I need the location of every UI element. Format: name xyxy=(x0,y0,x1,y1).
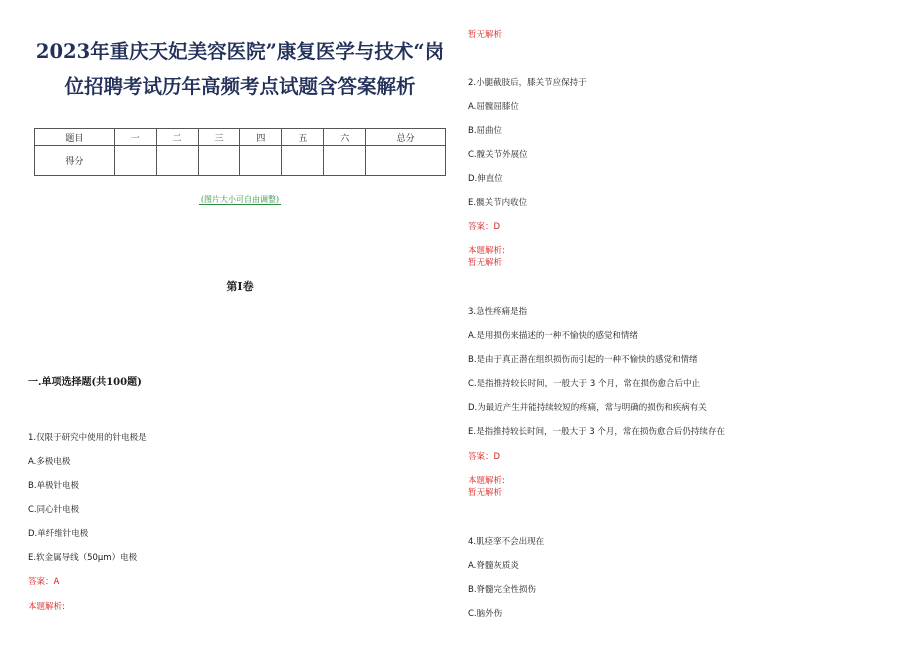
explanation-label: 本题解析: xyxy=(468,246,505,256)
title-line-2: 位招聘考试历年高频考点试题含答案解析 xyxy=(64,75,416,98)
header-cell: 三 xyxy=(198,129,240,146)
header-cell: 一 xyxy=(114,129,156,146)
score-cell xyxy=(240,146,282,176)
header-cell: 二 xyxy=(156,129,198,146)
score-cell xyxy=(114,146,156,176)
header-cell: 总分 xyxy=(366,129,446,146)
score-table-score-row xyxy=(35,146,446,176)
title-line-1: 2023年重庆天妃美容医院”康复医学与技术“岗 xyxy=(35,40,445,63)
no-explanation-text: 暂无解析 xyxy=(468,258,503,268)
header-cell: 五 xyxy=(282,129,324,146)
answer-label: 答案：A xyxy=(28,577,60,587)
option-d: D.单纤维针电极 xyxy=(28,529,89,539)
no-explanation-text: 暂无解析 xyxy=(468,30,503,40)
explanation-label: 本题解析: xyxy=(468,476,505,486)
score-row-label: 得分 xyxy=(35,146,115,176)
option-c: C.是指推持较长时间，一般大于 3 个月，常在损伤愈合后中止 xyxy=(468,379,700,389)
option-d: D.伸直位 xyxy=(468,174,503,184)
option-e: E.髋关节内收位 xyxy=(468,198,528,208)
option-d: D.为最近产生并能持续较短的疼痛，常与明确的损伤和疾病有关 xyxy=(468,403,707,413)
option-b: B.是由于真正潜在组织损伤而引起的一种不愉快的感觉和情绪 xyxy=(468,355,698,365)
score-cell xyxy=(282,146,324,176)
explanation-label: 本题解析: xyxy=(28,602,65,612)
document-title xyxy=(28,34,452,104)
question-text: 2.小腿截肢后，膝关节应保持于 xyxy=(468,78,587,88)
question-text: 4.肌痉挛不会出现在 xyxy=(468,537,545,547)
volume-title: 第I卷 xyxy=(226,280,254,293)
option-a: A.屈髋屈膝位 xyxy=(468,102,519,112)
option-a: A.脊髓灰质炎 xyxy=(468,561,519,571)
option-c: C.髋关节外展位 xyxy=(468,150,528,160)
answer-label: 答案：D xyxy=(468,452,501,462)
option-a: A.多极电极 xyxy=(28,457,71,467)
score-cell xyxy=(198,146,240,176)
question-text: 3.急性疼痛是指 xyxy=(468,307,528,317)
answer-label: 答案：D xyxy=(468,222,501,232)
score-cell xyxy=(324,146,366,176)
option-b: B.脊髓完全性损伤 xyxy=(468,585,537,595)
score-cell xyxy=(156,146,198,176)
score-table xyxy=(34,128,446,176)
score-cell xyxy=(366,146,446,176)
option-b: B.屈曲位 xyxy=(468,126,503,136)
section-title: 一.单项选择题(共100题) xyxy=(28,377,142,388)
option-e: E.是指推持较长时间，一般大于 3 个月，常在损伤愈合后仍持续存在 xyxy=(468,427,725,437)
score-table-header-row xyxy=(35,129,446,146)
option-c: C.同心针电极 xyxy=(28,505,80,515)
header-cell: 六 xyxy=(324,129,366,146)
option-c: C.脑外伤 xyxy=(468,609,503,619)
header-cell: 题目 xyxy=(35,129,115,146)
option-e: E.软金属导线（50μm）电极 xyxy=(28,553,138,563)
question-text: 1.仅限于研究中使用的针电极是 xyxy=(28,433,147,443)
caption-text: (图片大小可自由调整) xyxy=(200,195,280,204)
option-a: A.是用损伤来描述的一种不愉快的感觉和情绪 xyxy=(468,331,638,341)
option-b: B.单极针电极 xyxy=(28,481,80,491)
header-cell: 四 xyxy=(240,129,282,146)
image-resize-caption xyxy=(28,194,452,205)
no-explanation-text: 暂无解析 xyxy=(468,488,503,498)
